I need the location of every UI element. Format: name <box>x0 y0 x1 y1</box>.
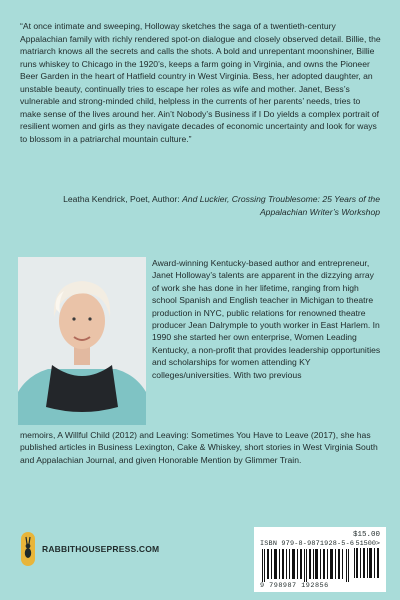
addon-barcode-bars <box>354 548 380 578</box>
price-label: $15.00 <box>352 531 380 539</box>
review-quote: “At once intimate and sweeping, Holloway sketches the saga of a twentieth-century Appalachian family with richly rendered spot-on dialogue and closely observed detail. Billie, the matriarch knows all the secrets and calls the shots. A bold and unrepentant moonshiner, Billie runs whiskey to Chicago in the 1920’s, keeps a farm going in Virginia, and owns the Pioneer Beer Garden in the heart of Hatfield country in West Virginia. Bess, her adopted daughter, an unstable beauty, continually tries to escape her roles as wife and mother. Janet, Bess’s vulnerable and strong-minded child, helpless in the currents of her parents’ needs, tries to make sense of the lives around her. Ain’t Nobody’s Business if I Do yields a complex portrait of resilient women and girls as they navigate decades of economic uncertainty and look for ways to blossom in a patriarchal mountain culture.” <box>20 21 381 144</box>
isbn-barcode <box>254 527 386 592</box>
attribution-author: Leatha Kendrick, Poet, Author: <box>63 194 183 204</box>
isbn-label: ISBN 979-8-9871928-5-6 <box>260 540 355 548</box>
publisher-website: RABBITHOUSEPRESS.COM <box>42 544 160 554</box>
addon-code: 51500> <box>355 540 380 548</box>
attribution-book-title: And Luckier, Crossing Troublesome: 25 Years of the Appalachian Writer’s Workshop <box>182 194 380 217</box>
author-portrait-image <box>18 257 146 425</box>
rabbit-logo-icon <box>20 531 36 567</box>
author-bio <box>152 257 382 381</box>
author-photo <box>18 257 146 425</box>
quote-attribution <box>20 193 380 218</box>
author-bio-text: Award-winning Kentucky-based author and entrepreneur, Janet Holloway’s talents are apparent in the dizzying array of work she has done in her lifetime, ranging from high school Spanish and English teacher in Michigan to theatre production in NYC, public relations for renowned theatre producer Jean Dalrymple to youth worker in East Harlem. In 1990 she started her own enterprise, Women Leading Kentucky, a non-profit that provides leadership opportunities and scholarships for women attending KY colleges/universities. With two previous <box>152 258 381 380</box>
author-bio-text-continued: memoirs, A Willful Child (2012) and Leaving: Sometimes You Have to Leave (2017), she has published articles in Business Lexington, Cake & Whiskey, short stories in West Virginia South and Appalachian Journal, and given Honorable Mention by Glimmer Train. <box>20 430 378 465</box>
barcode-bars <box>262 549 350 582</box>
barcode-number: 9 798987 192856 <box>260 582 329 590</box>
author-bio-continued <box>20 429 382 466</box>
publisher-block <box>20 530 159 568</box>
